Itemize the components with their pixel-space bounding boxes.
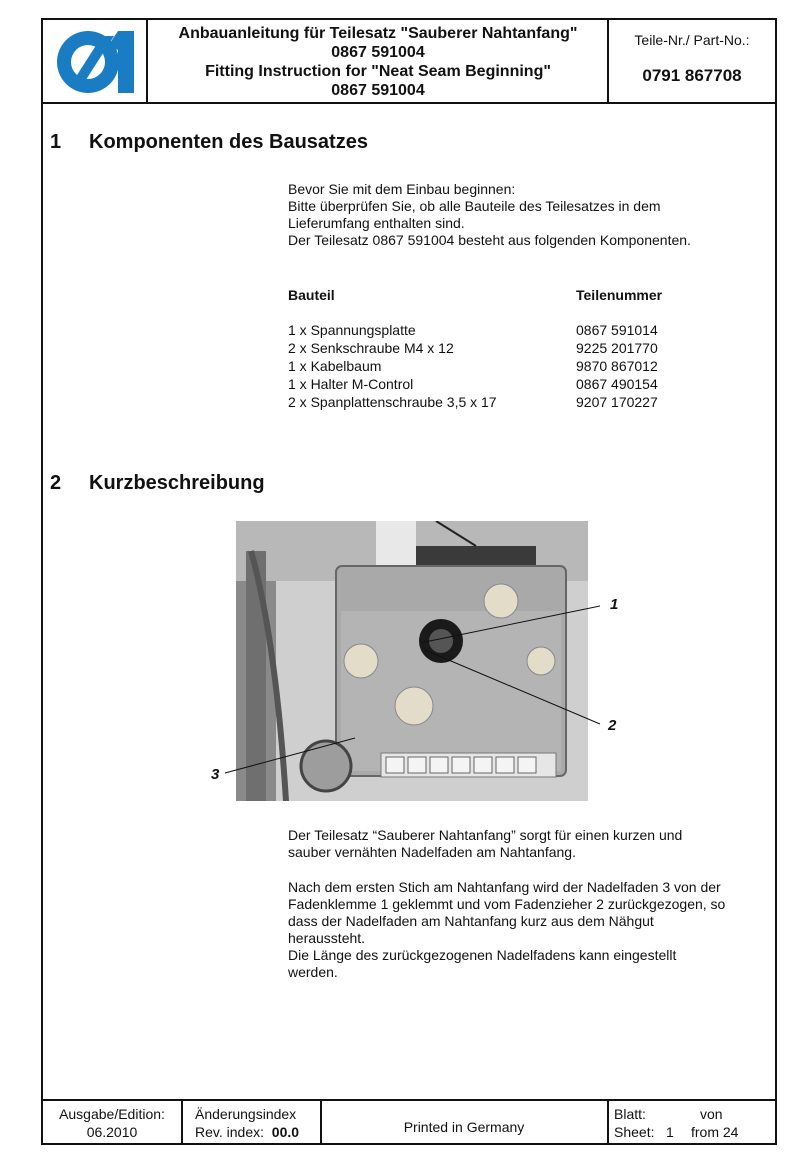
von-label: von	[700, 1106, 723, 1122]
sheet-label: Sheet:	[614, 1124, 655, 1140]
title-line-partno-2: 0867 591004	[331, 82, 425, 99]
title-line-partno: 0867 591004	[331, 44, 425, 61]
para-line: heraussteht.	[288, 930, 366, 946]
blatt-label: Blatt:	[614, 1106, 646, 1122]
intro-line: Der Teilesatz 0867 591004 besteht aus folgenden Komponenten.	[288, 232, 691, 248]
table-cell: 2 x Senkschraube M4 x 12	[288, 340, 454, 356]
section-2-para-1	[288, 827, 768, 861]
section-number: 2	[50, 472, 62, 494]
section-number: 1	[50, 131, 62, 153]
section-title: Kurzbeschreibung	[89, 472, 265, 494]
para-line: Der Teilesatz “Sauberer Nahtanfang” sorgt für einen kurzen und	[288, 827, 683, 843]
title-line-en: Fitting Instruction for "Neat Seam Beginning"	[205, 63, 551, 80]
part-number: 0791 867708	[642, 66, 742, 85]
section-title: Komponenten des Bausatzes	[89, 131, 368, 153]
table-cell: 1 x Spannungsplatte	[288, 322, 416, 338]
edition-block	[43, 1105, 181, 1141]
para-line: Fadenklemme 1 geklemmt und vom Fadenzieher 2 zurückgezogen, so	[288, 896, 726, 912]
table-cell: 9207 170227	[576, 394, 658, 410]
para-line: dass der Nadelfaden am Nahtanfang kurz aus dem Nähgut	[288, 913, 654, 929]
intro-line: Lieferumfang enthalten sind.	[288, 215, 465, 231]
rev-block	[195, 1105, 299, 1141]
edition-label: Ausgabe/Edition:	[59, 1106, 165, 1122]
intro-line: Bitte überprüfen Sie, ob alle Bauteile des Teilesatzes in dem	[288, 198, 661, 214]
sheet-value: 1	[666, 1124, 674, 1140]
edition-value: 06.2010	[86, 1124, 138, 1140]
rev-value: 00.0	[271, 1124, 300, 1140]
table-cell: 1 x Kabelbaum	[288, 358, 382, 374]
callout-1: 1	[610, 596, 619, 613]
printed-in-label: Printed in Germany	[403, 1119, 525, 1135]
sheet-total: from 24	[691, 1124, 739, 1140]
table-cell: 0867 591014	[576, 322, 658, 338]
section-2-para-2	[288, 879, 768, 981]
table-cell: 2 x Spanplattenschraube 3,5 x 17	[288, 394, 497, 410]
table-cell: 9870 867012	[576, 358, 658, 374]
para-line: Die Länge des zurückgezogenen Nadelfadens kann eingestellt	[288, 947, 677, 963]
rev-label-en: Rev. index:	[195, 1124, 264, 1140]
callout-3: 3	[211, 766, 220, 783]
part-number-label: Teile-Nr./ Part-No.:	[634, 32, 750, 48]
callout-2: 2	[608, 717, 617, 734]
table-cell: 9225 201770	[576, 340, 658, 356]
title-line-de: Anbauanleitung für Teilesatz "Sauberer Nahtanfang"	[178, 25, 578, 42]
sheet-block	[614, 1105, 774, 1141]
para-line: Nach dem ersten Stich am Nahtanfang wird der Nadelfaden 3 von der	[288, 879, 721, 895]
table-cell: 0867 490154	[576, 376, 658, 392]
intro-line: Bevor Sie mit dem Einbau beginnen:	[288, 181, 516, 197]
table-header-teilenummer: Teilenummer	[576, 287, 663, 303]
rev-label-de: Änderungsindex	[195, 1106, 297, 1122]
table-cell: 1 x Halter M-Control	[288, 376, 414, 392]
table-header-bauteil: Bauteil	[288, 287, 335, 303]
para-line: werden.	[288, 964, 338, 980]
para-line: sauber vernähten Nadelfaden am Nahtanfang.	[288, 844, 576, 860]
